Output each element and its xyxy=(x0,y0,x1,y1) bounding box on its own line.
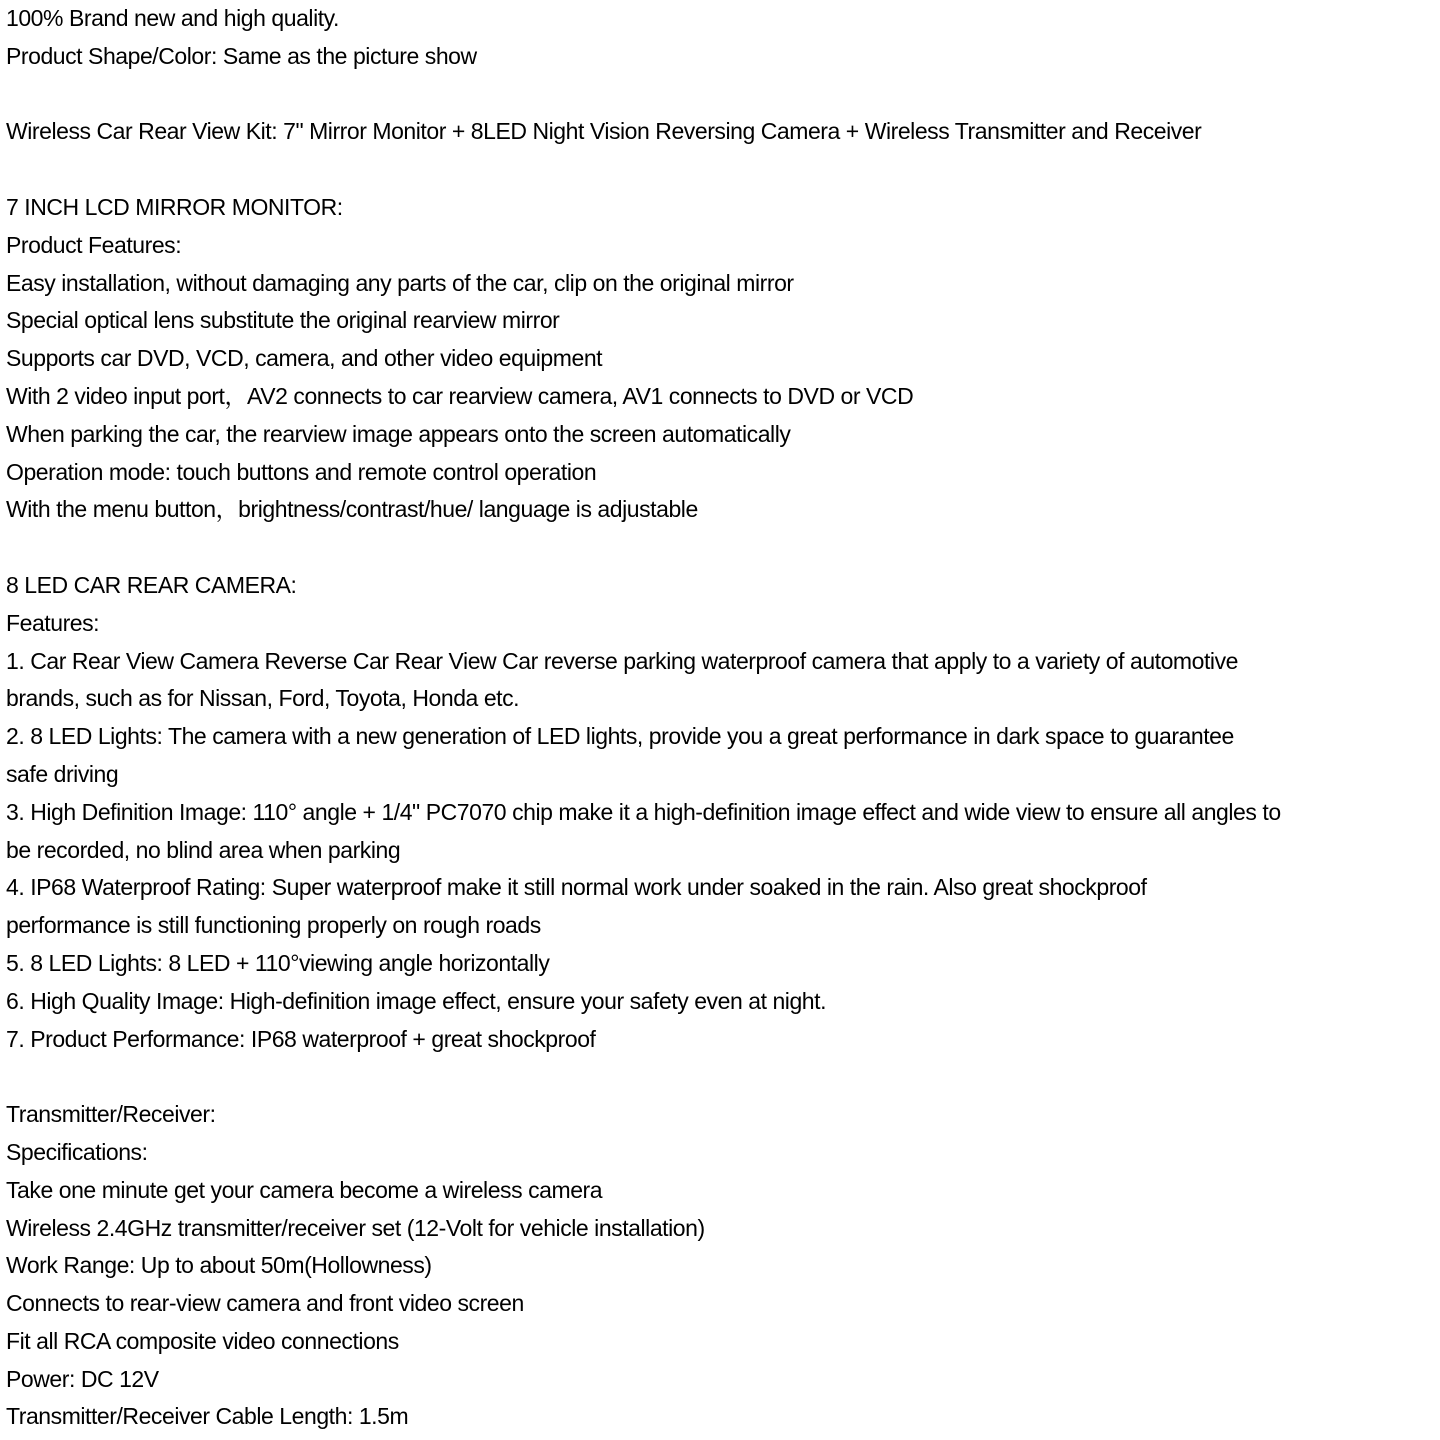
monitor-feature: Operation mode: touch buttons and remote control operation xyxy=(6,458,597,485)
transceiver-spec: Fit all RCA composite video connections xyxy=(6,1327,399,1354)
kit-summary: Wireless Car Rear View Kit: 7" Mirror Monitor + 8LED Night Vision Reversing Camera + Wireless Transmitter and Receiver xyxy=(6,118,1202,145)
transceiver-spec: Power: DC 12V xyxy=(6,1365,159,1392)
monitor-heading: 7 INCH LCD MIRROR MONITOR: xyxy=(6,193,343,220)
blank-line xyxy=(6,1058,1426,1096)
transceiver-spec: Wireless 2.4GHz transmitter/receiver set (12-Volt for vehicle installation) xyxy=(6,1214,705,1241)
camera-feature-1-line-1: 1. Car Rear View Camera Reverse Car Rear View Car reverse parking waterproof camera that apply to a variety of automotive xyxy=(6,647,1238,674)
blank-line xyxy=(6,529,1426,567)
camera-feature-4-line-2: performance is still functioning properly on rough roads xyxy=(6,912,541,939)
blank-line xyxy=(6,151,1426,189)
transceiver-spec: Connects to rear-view camera and front video screen xyxy=(6,1290,524,1317)
transceiver-spec: Take one minute get your camera become a wireless camera xyxy=(6,1176,603,1203)
monitor-feature: Easy installation, without damaging any parts of the car, clip on the original mirror xyxy=(6,269,794,296)
camera-feature-7: 7. Product Performance: IP68 waterproof + great shockproof xyxy=(6,1025,596,1052)
transceiver-spec: Work Range: Up to about 50m(Hollowness) xyxy=(6,1252,432,1279)
monitor-feature: Supports car DVD, VCD, camera, and other video equipment xyxy=(6,345,603,372)
monitor-subheading: Product Features: xyxy=(6,231,182,258)
intro-line-2: Product Shape/Color: Same as the picture show xyxy=(6,42,477,69)
camera-feature-3-line-2: be recorded, no blind area when parking xyxy=(6,836,401,863)
camera-feature-3-line-1: 3. High Definition Image: 110° angle + 1/4" PC7070 chip make it a high-definition image effect and wide view to ensure all angles to xyxy=(6,798,1281,825)
camera-feature-6: 6. High Quality Image: High-definition image effect, ensure your safety even at night. xyxy=(6,987,827,1014)
camera-feature-5: 5. 8 LED Lights: 8 LED + 110°viewing angle horizontally xyxy=(6,949,550,976)
camera-heading: 8 LED CAR REAR CAMERA: xyxy=(6,571,297,598)
monitor-feature: When parking the car, the rearview image appears onto the screen automatically xyxy=(6,420,791,447)
camera-feature-4-line-1: 4. IP68 Waterproof Rating: Super waterproof make it still normal work under soaked in the rain. Also great shockproof xyxy=(6,874,1147,901)
transceiver-subheading: Specifications: xyxy=(6,1138,148,1165)
monitor-feature: Special optical lens substitute the original rearview mirror xyxy=(6,307,560,334)
monitor-feature: With the menu button，brightness/contrast/hue/ language is adjustable xyxy=(6,496,698,523)
monitor-feature: With 2 video input port，AV2 connects to car rearview camera, AV1 connects to DVD or VCD xyxy=(6,382,914,409)
camera-subheading: Features: xyxy=(6,609,100,636)
transceiver-heading: Transmitter/Receiver: xyxy=(6,1101,216,1128)
intro-line-1: 100% Brand new and high quality. xyxy=(6,5,339,31)
camera-feature-2-line-2: safe driving xyxy=(6,760,119,787)
transceiver-spec: Transmitter/Receiver Cable Length: 1.5m xyxy=(6,1403,409,1430)
blank-line xyxy=(6,76,1426,114)
camera-feature-2-line-1: 2. 8 LED Lights: The camera with a new generation of LED lights, provide you a great performance in dark space to guarantee xyxy=(6,723,1234,750)
product-description xyxy=(6,0,1426,1436)
camera-feature-1-line-2: brands, such as for Nissan, Ford, Toyota, Honda etc. xyxy=(6,685,520,712)
